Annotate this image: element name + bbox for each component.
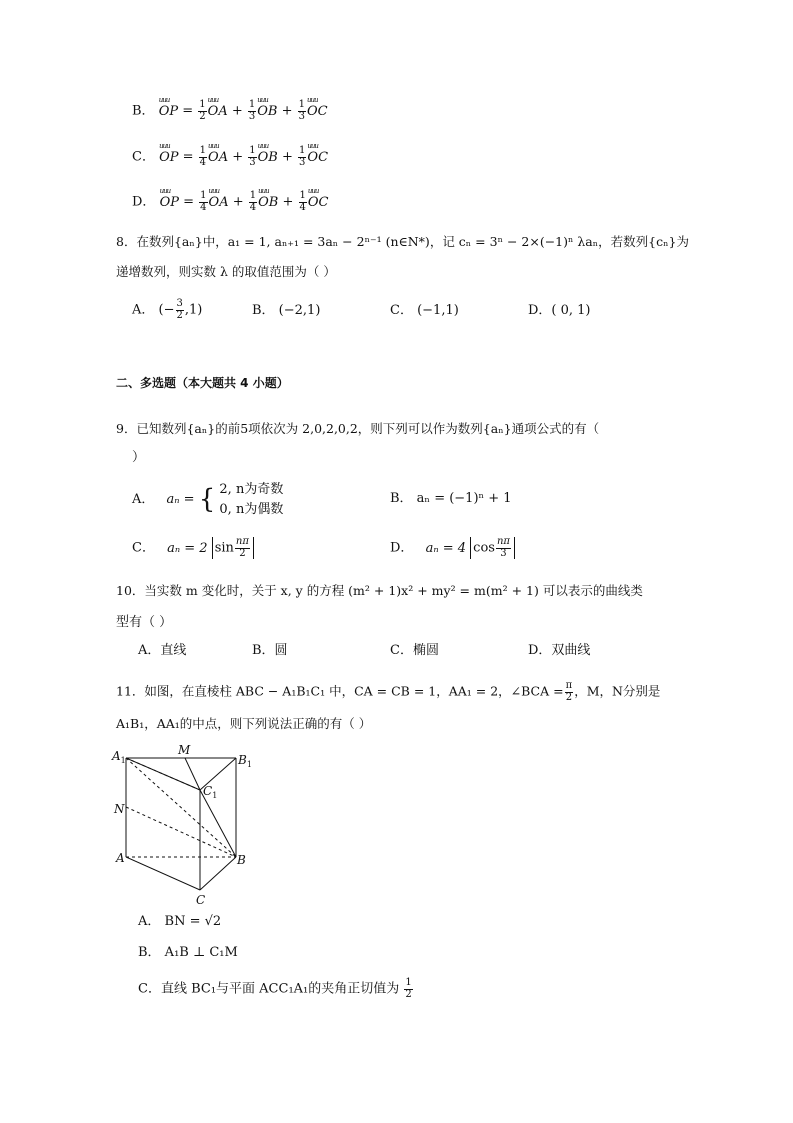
- fraction: $\frac{\pi}{2}$: [565, 680, 573, 703]
- section-heading: 二、多选题（本大题共 4 小题）: [116, 376, 289, 390]
- label-b1: $B_1$: [238, 753, 252, 769]
- q8-option-d[interactable]: D．( 0, 1): [528, 303, 591, 318]
- absolute-value: cos $\frac{n\pi}{3}$: [470, 537, 515, 559]
- option-c-lhs: aₙ = 2: [167, 540, 208, 556]
- vector-oa: uuu OA: [208, 105, 228, 118]
- absolute-value: sin $\frac{n\pi}{2}$: [212, 537, 254, 559]
- option-a-text: ,1): [184, 302, 203, 318]
- q8-stem-line1: 8．在数列{aₙ}中，a₁ = 1, aₙ₊₁ = 3aₙ − 2ⁿ⁻¹ (n∈N*)，记 cₙ = 3ⁿ − 2×(−1)ⁿ λaₙ，若数列{cₙ}为: [116, 234, 689, 249]
- vector-oc: uuu OC: [307, 105, 328, 118]
- q11-option-a[interactable]: A． BN = √2: [138, 914, 222, 929]
- q9-option-b[interactable]: B． aₙ = (−1)ⁿ + 1: [390, 491, 512, 506]
- option-label: A．: [132, 302, 155, 318]
- q10-stem-line2: 型有（ ）: [116, 615, 173, 630]
- q11-option-b[interactable]: B． A₁B ⊥ C₁M: [138, 945, 238, 960]
- q9-stem-line2: ）: [132, 450, 146, 465]
- q10-option-d[interactable]: D．双曲线: [528, 643, 591, 658]
- vector-op: uuu OP: [159, 151, 178, 164]
- q9-stem-line1: 9．已知数列{aₙ}的前5项依次为 2,0,2,0,2，则下列可以作为数列{aₙ}通项公式的有（: [116, 421, 600, 436]
- option-a-lhs: aₙ =: [166, 492, 195, 507]
- q11-option-c[interactable]: [138, 978, 414, 1000]
- q8-stem-line2: 递增数列，则实数 λ 的取值范围为（ ）: [116, 264, 336, 279]
- fraction: $\frac{1}{3}$: [249, 145, 256, 168]
- vector-oa: uuu OA: [208, 151, 228, 164]
- segment-bc1: [200, 790, 236, 857]
- q8-option-a[interactable]: [132, 299, 202, 321]
- vector-ob: uuu OB: [258, 151, 278, 164]
- vector-oc: uuu OC: [307, 151, 328, 164]
- option-label: D．: [132, 194, 156, 210]
- q11-text: 11．如图，在直棱柱 ABC − A₁B₁C₁ 中，CA = CB = 1，AA₁ = 2，∠BCA =: [116, 683, 564, 699]
- option-label: C．: [132, 540, 155, 556]
- label-a1: $A_1$: [112, 749, 126, 765]
- option-label: D．: [390, 540, 414, 556]
- brace: {: [198, 484, 216, 515]
- vector-oa: uuu OA: [209, 196, 229, 209]
- option-label: A．: [132, 492, 155, 507]
- q7-option-c[interactable]: C． uuu OP = $\frac{1}{4}$ uuu OA + $\frac{1}{3}$ uuu OB + $\frac{1}{3}$ uuu OC: [132, 146, 328, 168]
- edge-ac: [126, 857, 200, 890]
- case-even: 0, n为偶数: [219, 501, 284, 517]
- fraction: $\frac{1}{4}$: [299, 190, 306, 213]
- label-n: N: [114, 802, 125, 816]
- label-b: B: [237, 853, 246, 867]
- edge-cb: [200, 857, 236, 890]
- vector-op: uuu OP: [159, 105, 178, 118]
- option-a-text: (−: [158, 302, 175, 318]
- piecewise-cases: [219, 480, 283, 519]
- option-label: B．: [132, 103, 155, 119]
- prism-figure: [110, 740, 270, 905]
- q10-stem-line1: 10．当实数 m 变化时，关于 x, y 的方程 (m² + 1)x² + my² = m(m² + 1) 可以表示的曲线类: [116, 583, 643, 598]
- label-c1: $C_1$: [203, 784, 218, 800]
- option-d-lhs: aₙ = 4: [425, 540, 467, 556]
- q10-option-c[interactable]: C．椭圆: [390, 643, 439, 658]
- fraction: $\frac{1}{2}$: [405, 977, 412, 1000]
- q11-stem-line2: A₁B₁，AA₁的中点，则下列说法正确的有（ ）: [116, 716, 372, 731]
- vector-oc: uuu OC: [308, 196, 329, 209]
- segment-c1m: [185, 758, 200, 790]
- fraction: $\frac{3}{2}$: [176, 298, 183, 321]
- label-m: M: [178, 743, 191, 757]
- fraction: $\frac{1}{3}$: [298, 99, 306, 122]
- segment-nb-hidden: [126, 807, 236, 857]
- case-odd: 2, n为奇数: [219, 482, 284, 497]
- label-a: A: [116, 851, 125, 865]
- fraction: $\frac{1}{4}$: [200, 190, 207, 213]
- fraction: $\frac{1}{4}$: [199, 145, 207, 168]
- q10-option-a[interactable]: A．直线: [138, 643, 187, 658]
- vector-ob: uuu OB: [258, 196, 278, 209]
- fraction: $\frac{1}{2}$: [199, 99, 206, 122]
- fraction: $\frac{1}{3}$: [248, 99, 256, 122]
- q7-option-b[interactable]: B． uuu OP = $\frac{1}{2}$ uuu OA + $\frac{1}{3}$ uuu OB + $\frac{1}{3}$ uuu OC: [132, 100, 328, 122]
- q8-option-b[interactable]: B． (−2,1): [252, 303, 321, 318]
- q8-option-c[interactable]: C． (−1,1): [390, 303, 459, 318]
- q9-option-c[interactable]: [132, 537, 254, 559]
- q9-option-a[interactable]: [132, 480, 283, 519]
- fraction: $\frac{1}{3}$: [299, 145, 306, 168]
- option-label: C．: [132, 149, 155, 165]
- q11-stem-line1: [116, 681, 660, 703]
- q11-text: ，M，N分别是: [574, 683, 661, 699]
- label-c: C: [196, 893, 206, 905]
- q7-option-d[interactable]: D． uuu OP = $\frac{1}{4}$ uuu OA + $\frac{1}{4}$ uuu OB + $\frac{1}{4}$ uuu OC: [132, 191, 329, 213]
- fraction: $\frac{1}{4}$: [249, 190, 257, 213]
- q9-option-d[interactable]: [390, 537, 515, 559]
- vector-ob: uuu OB: [257, 105, 277, 118]
- q10-option-b[interactable]: B．圆: [252, 643, 288, 658]
- vector-op: uuu OP: [160, 196, 179, 209]
- option-c-text: C．直线 BC₁与平面 ACC₁A₁的夹角正切值为: [138, 981, 400, 997]
